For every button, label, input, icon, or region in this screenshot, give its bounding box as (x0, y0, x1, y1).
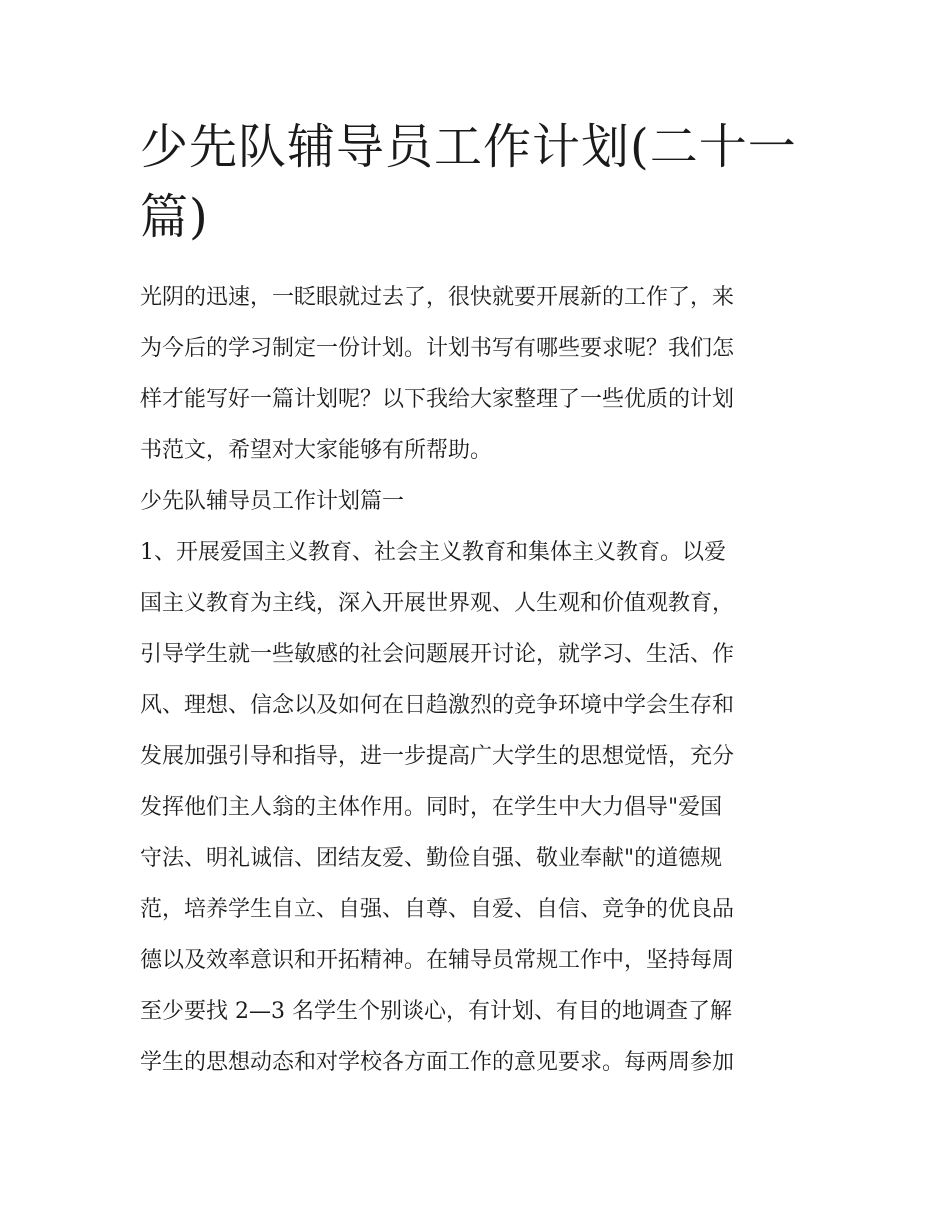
body-line: 至少要找 2—3 名学生个别谈心，有计划、有目的地调查了解 (140, 999, 732, 1024)
body-line: 德以及效率意识和开拓精神。在辅导员常规工作中，坚持每周 (140, 948, 735, 973)
body-line: 范，培养学生自立、自强、自尊、自爱、自信、竞争的优良品 (140, 897, 735, 922)
body-line: 发挥他们主人翁的主体作用。同时，在学生中大力倡导"爱国 (140, 795, 723, 820)
intro-line: 书范文，希望对大家能够有所帮助。 (140, 438, 493, 463)
body-line: 引导学生就一些敏感的社会问题展开讨论，就学习、生活、作 (140, 642, 735, 667)
body-line: 发展加强引导和指导，进一步提高广大学生的思想觉悟，充分 (140, 744, 735, 769)
intro-paragraph (140, 272, 815, 476)
section-heading: 少先队辅导员工作计划篇一 (140, 489, 405, 514)
body-line: 风、理想、信念以及如何在日趋激烈的竞争环境中学会生存和 (140, 693, 735, 718)
body-line: 守法、明礼诚信、团结友爱、勤俭自强、敬业奉献"的道德规 (140, 846, 723, 871)
body-line: 国主义教育为主线，深入开展世界观、人生观和价值观教育， (140, 591, 735, 616)
body-paragraph (140, 527, 815, 1088)
title-line-1: 少先队辅导员工作计划(二十一 (140, 119, 797, 175)
document-page (140, 112, 815, 1088)
intro-line: 样才能写好一篇计划呢？以下我给大家整理了一些优质的计划 (140, 387, 735, 412)
title-line-2: 篇) (140, 189, 209, 245)
document-title (140, 112, 815, 252)
body-line: 1、开展爱国主义教育、社会主义教育和集体主义教育。以爱 (140, 540, 726, 565)
body-line: 学生的思想动态和对学校各方面工作的意见要求。每两周参加 (140, 1050, 735, 1075)
intro-line: 为今后的学习制定一份计划。计划书写有哪些要求呢？我们怎 (140, 336, 735, 361)
intro-line: 光阴的迅速，一眨眼就过去了，很快就要开展新的工作了，来 (140, 285, 735, 310)
